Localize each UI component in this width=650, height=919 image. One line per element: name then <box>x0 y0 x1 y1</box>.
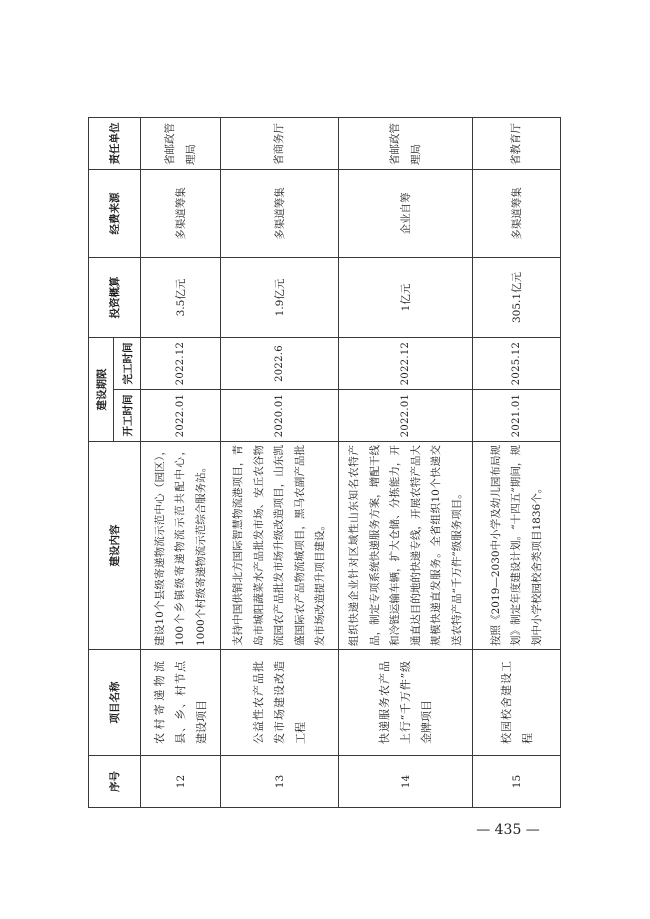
header-responsible-unit: 责任单位 <box>89 118 141 170</box>
cell-content: 建设10个县级寄递物流示范中心（园区），100个乡镇级寄递物流示范共配中心，1000个村级寄递物流示范综合服务站。 <box>141 442 221 650</box>
cell-end-date: 2022.12 <box>339 338 473 390</box>
rotated-table-container <box>88 118 560 808</box>
table-row <box>473 118 561 808</box>
construction-projects-table <box>88 117 561 808</box>
cell-investment: 1亿元 <box>339 258 473 338</box>
cell-content: 按照《2019—2030中小学及幼儿园布局规划》制定年度建设计划。“十四五”期间，规划中小学校园校舍类项目1836个。 <box>473 442 561 650</box>
cell-end-date: 2022.6 <box>221 338 339 390</box>
cell-start-date: 2022.01 <box>141 390 221 442</box>
header-investment: 投资概算 <box>89 258 141 338</box>
table-row <box>339 118 473 808</box>
cell-investment: 3.5亿元 <box>141 258 221 338</box>
cell-content: 支持中国供销北方国际智慧物流港项目，青岛市城阳蔬菜水产品批发市场、安丘农谷物流园农产品批发市场升级改造项目，山东凯盛国际农产品物流城项目，黑马农副产品批发市场改造提升项目建设。 <box>221 442 339 650</box>
header-end-date: 完工时间 <box>114 338 141 390</box>
cell-start-date: 2021.01 <box>473 390 561 442</box>
cell-seq: 15 <box>473 756 561 808</box>
cell-project-name: 公益性农产品批发市场建设改造工程 <box>221 650 339 756</box>
cell-funding-source: 多渠道筹集 <box>473 170 561 258</box>
cell-project-name: 校园校舍建设工程 <box>473 650 561 756</box>
cell-responsible-unit: 省邮政管理局 <box>339 118 473 170</box>
cell-end-date: 2022.12 <box>141 338 221 390</box>
cell-responsible-unit: 省邮政管理局 <box>141 118 221 170</box>
cell-funding-source: 多渠道筹集 <box>141 170 221 258</box>
cell-responsible-unit: 省教育厅 <box>473 118 561 170</box>
cell-project-name: 农村寄递物流县、乡、村节点建设项目 <box>141 650 221 756</box>
cell-seq: 12 <box>141 756 221 808</box>
cell-investment: 1.9亿元 <box>221 258 339 338</box>
table-body <box>141 118 561 808</box>
cell-funding-source: 多渠道筹集 <box>221 170 339 258</box>
cell-end-date: 2025.12 <box>473 338 561 390</box>
cell-content: 组织快递企业针对区域性山东知名农特产品，制定专项系统快递服务方案，增配干线和冷链运输车辆，扩大仓储、分拣能力，开通直达目的地的快递专线，开展农特产品大规模快递直发服务。全省组织10个快递交送农特产品“千万件”级服务项目。 <box>339 442 473 650</box>
cell-start-date: 2020.01 <box>221 390 339 442</box>
header-construction-period: 建设期限 <box>89 338 114 442</box>
cell-responsible-unit: 省商务厅 <box>221 118 339 170</box>
table-row <box>221 118 339 808</box>
table-row <box>141 118 221 808</box>
cell-seq: 13 <box>221 756 339 808</box>
cell-start-date: 2022.01 <box>339 390 473 442</box>
header-row-top <box>89 118 114 808</box>
header-start-date: 开工时间 <box>114 390 141 442</box>
header-funding-source: 经费来源 <box>89 170 141 258</box>
header-project-name: 项目名称 <box>89 650 141 756</box>
cell-seq: 14 <box>339 756 473 808</box>
cell-project-name: 快递服务农产品上行“千万件”级金牌项目 <box>339 650 473 756</box>
table-header <box>89 118 141 808</box>
cell-investment: 305.1亿元 <box>473 258 561 338</box>
header-seq: 序号 <box>89 756 141 808</box>
header-content: 建设内容 <box>89 442 141 650</box>
page-number: — 435 — <box>476 822 540 838</box>
cell-funding-source: 企业自筹 <box>339 170 473 258</box>
